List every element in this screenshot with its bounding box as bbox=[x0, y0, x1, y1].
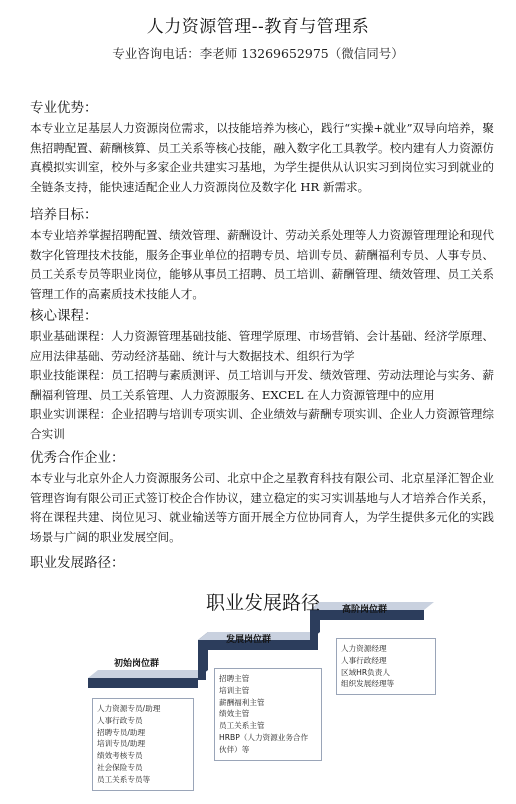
course-line-skills: 职业技能课程：员工招聘与素质测评、员工培训与开发、绩效管理、劳动法理论与实务、薪酬福利管理、员工关系管理、人力资源服务、EXCEL 在人力资源管理中的应用 bbox=[30, 368, 494, 402]
course-line-practice: 职业实训课程：企业招聘与培训专项实训、企业绩效与薪酬专项实训、企业人力资源管理综合实训 bbox=[30, 407, 494, 441]
section-heading: 优秀合作企业： bbox=[30, 450, 125, 466]
position-item: 人事行政专员 bbox=[97, 715, 143, 725]
position-item: 员工关系专员等 bbox=[97, 774, 151, 784]
position-item: 招聘专员/助理 bbox=[97, 727, 146, 737]
career-path-diagram bbox=[88, 582, 488, 804]
senior-positions-box bbox=[336, 638, 436, 695]
contact-line: 专业咨询电话：李老师 13269652975（微信同号） bbox=[112, 46, 404, 61]
position-item: HRBP（人力资源业务合作 bbox=[219, 732, 309, 742]
section-core-courses bbox=[30, 304, 494, 444]
position-item: 培训主管 bbox=[219, 685, 250, 695]
position-item: 薪酬福利主管 bbox=[219, 697, 265, 707]
position-item: 伙伴）等 bbox=[219, 744, 250, 754]
step-1-top bbox=[88, 670, 208, 678]
section-text: 本专业与北京外企人力资源服务公司、北京中企之星教育科技有限公司、北京星泽汇智企业管理咨询有限公司正式签订校企合作协议，建立稳定的实习实训基地与人才培养合作关系，将在课程共建、岗位见习、就业输送等方面开展全方位协同育人，为学生提供多元化的实践场景与广阔的职业发展空间。 bbox=[30, 471, 494, 544]
position-item: 区域HR负责人 bbox=[341, 667, 390, 677]
position-item: 人力资源专员/助理 bbox=[97, 704, 161, 713]
section-goals bbox=[30, 203, 494, 304]
position-item: 人力资源经理 bbox=[341, 644, 387, 653]
section-partners bbox=[30, 446, 494, 547]
upper-riser-1 bbox=[198, 640, 206, 680]
section-career-path bbox=[30, 551, 494, 574]
position-item: 组织发展经理等 bbox=[341, 679, 395, 689]
position-item: 员工关系主管 bbox=[219, 721, 265, 731]
section-text: 本专业立足基层人力资源岗位需求，以技能培养为核心，践行“实操+就业”双导向培养，聚焦招聘配置、薪酬核算、员工关系等核心技能，融入数字化工具教学。校内建有人力资源仿真模拟实训室，校外与多家企业共建实习基地，为学生提供从认识实习到岗位实习到就业的全链条支持，能快速适配企业人力资源岗位及数字化 HR 新需求。 bbox=[30, 121, 494, 194]
level-label-entry: 初始岗位群 bbox=[114, 659, 160, 669]
section-heading: 职业发展路径： bbox=[30, 555, 125, 571]
course-line-basic: 职业基础课程：人力资源管理基础技能、管理学原理、市场营销、会计基础、经济学原理、应用法律基础、劳动经济基础、统计与大数据技术、组织行为学 bbox=[30, 329, 494, 363]
position-item: 人事行政经理 bbox=[341, 655, 387, 665]
level-label-development: 发展岗位群 bbox=[226, 635, 272, 645]
entry-positions-box bbox=[92, 698, 194, 791]
section-text: 本专业培养掌握招聘配置、绩效管理、薪酬设计、劳动关系处理等人力资源管理理论和现代数字化管理技术技能，服务企事业单位的招聘专员、培训专员、薪酬福利专员、人事专员、员工关系专员等职业岗位，能够从事员工招聘、员工培训、薪酬管理、绩效管理、员工关系管理工作的高素质技术技能人才。 bbox=[30, 228, 494, 301]
position-item: 社会保险专员 bbox=[97, 762, 143, 772]
section-heading: 培养目标： bbox=[30, 207, 98, 223]
upper-riser-2 bbox=[310, 610, 318, 650]
section-heading: 核心课程： bbox=[30, 308, 98, 324]
page-title: 人力资源管理--教育与管理系 bbox=[146, 17, 370, 37]
diagram-title: 职业发展路径 bbox=[206, 592, 321, 614]
position-item: 招聘主管 bbox=[219, 674, 250, 683]
development-positions-box bbox=[214, 668, 322, 761]
level-label-senior: 高阶岗位群 bbox=[342, 605, 388, 615]
position-item: 培训专员/助理 bbox=[97, 739, 146, 749]
step-1-face bbox=[88, 678, 198, 688]
position-item: 绩效考核专员 bbox=[97, 751, 143, 761]
position-item: 绩效主管 bbox=[219, 709, 250, 719]
section-heading: 专业优势： bbox=[30, 100, 98, 116]
section-advantages bbox=[30, 96, 494, 197]
